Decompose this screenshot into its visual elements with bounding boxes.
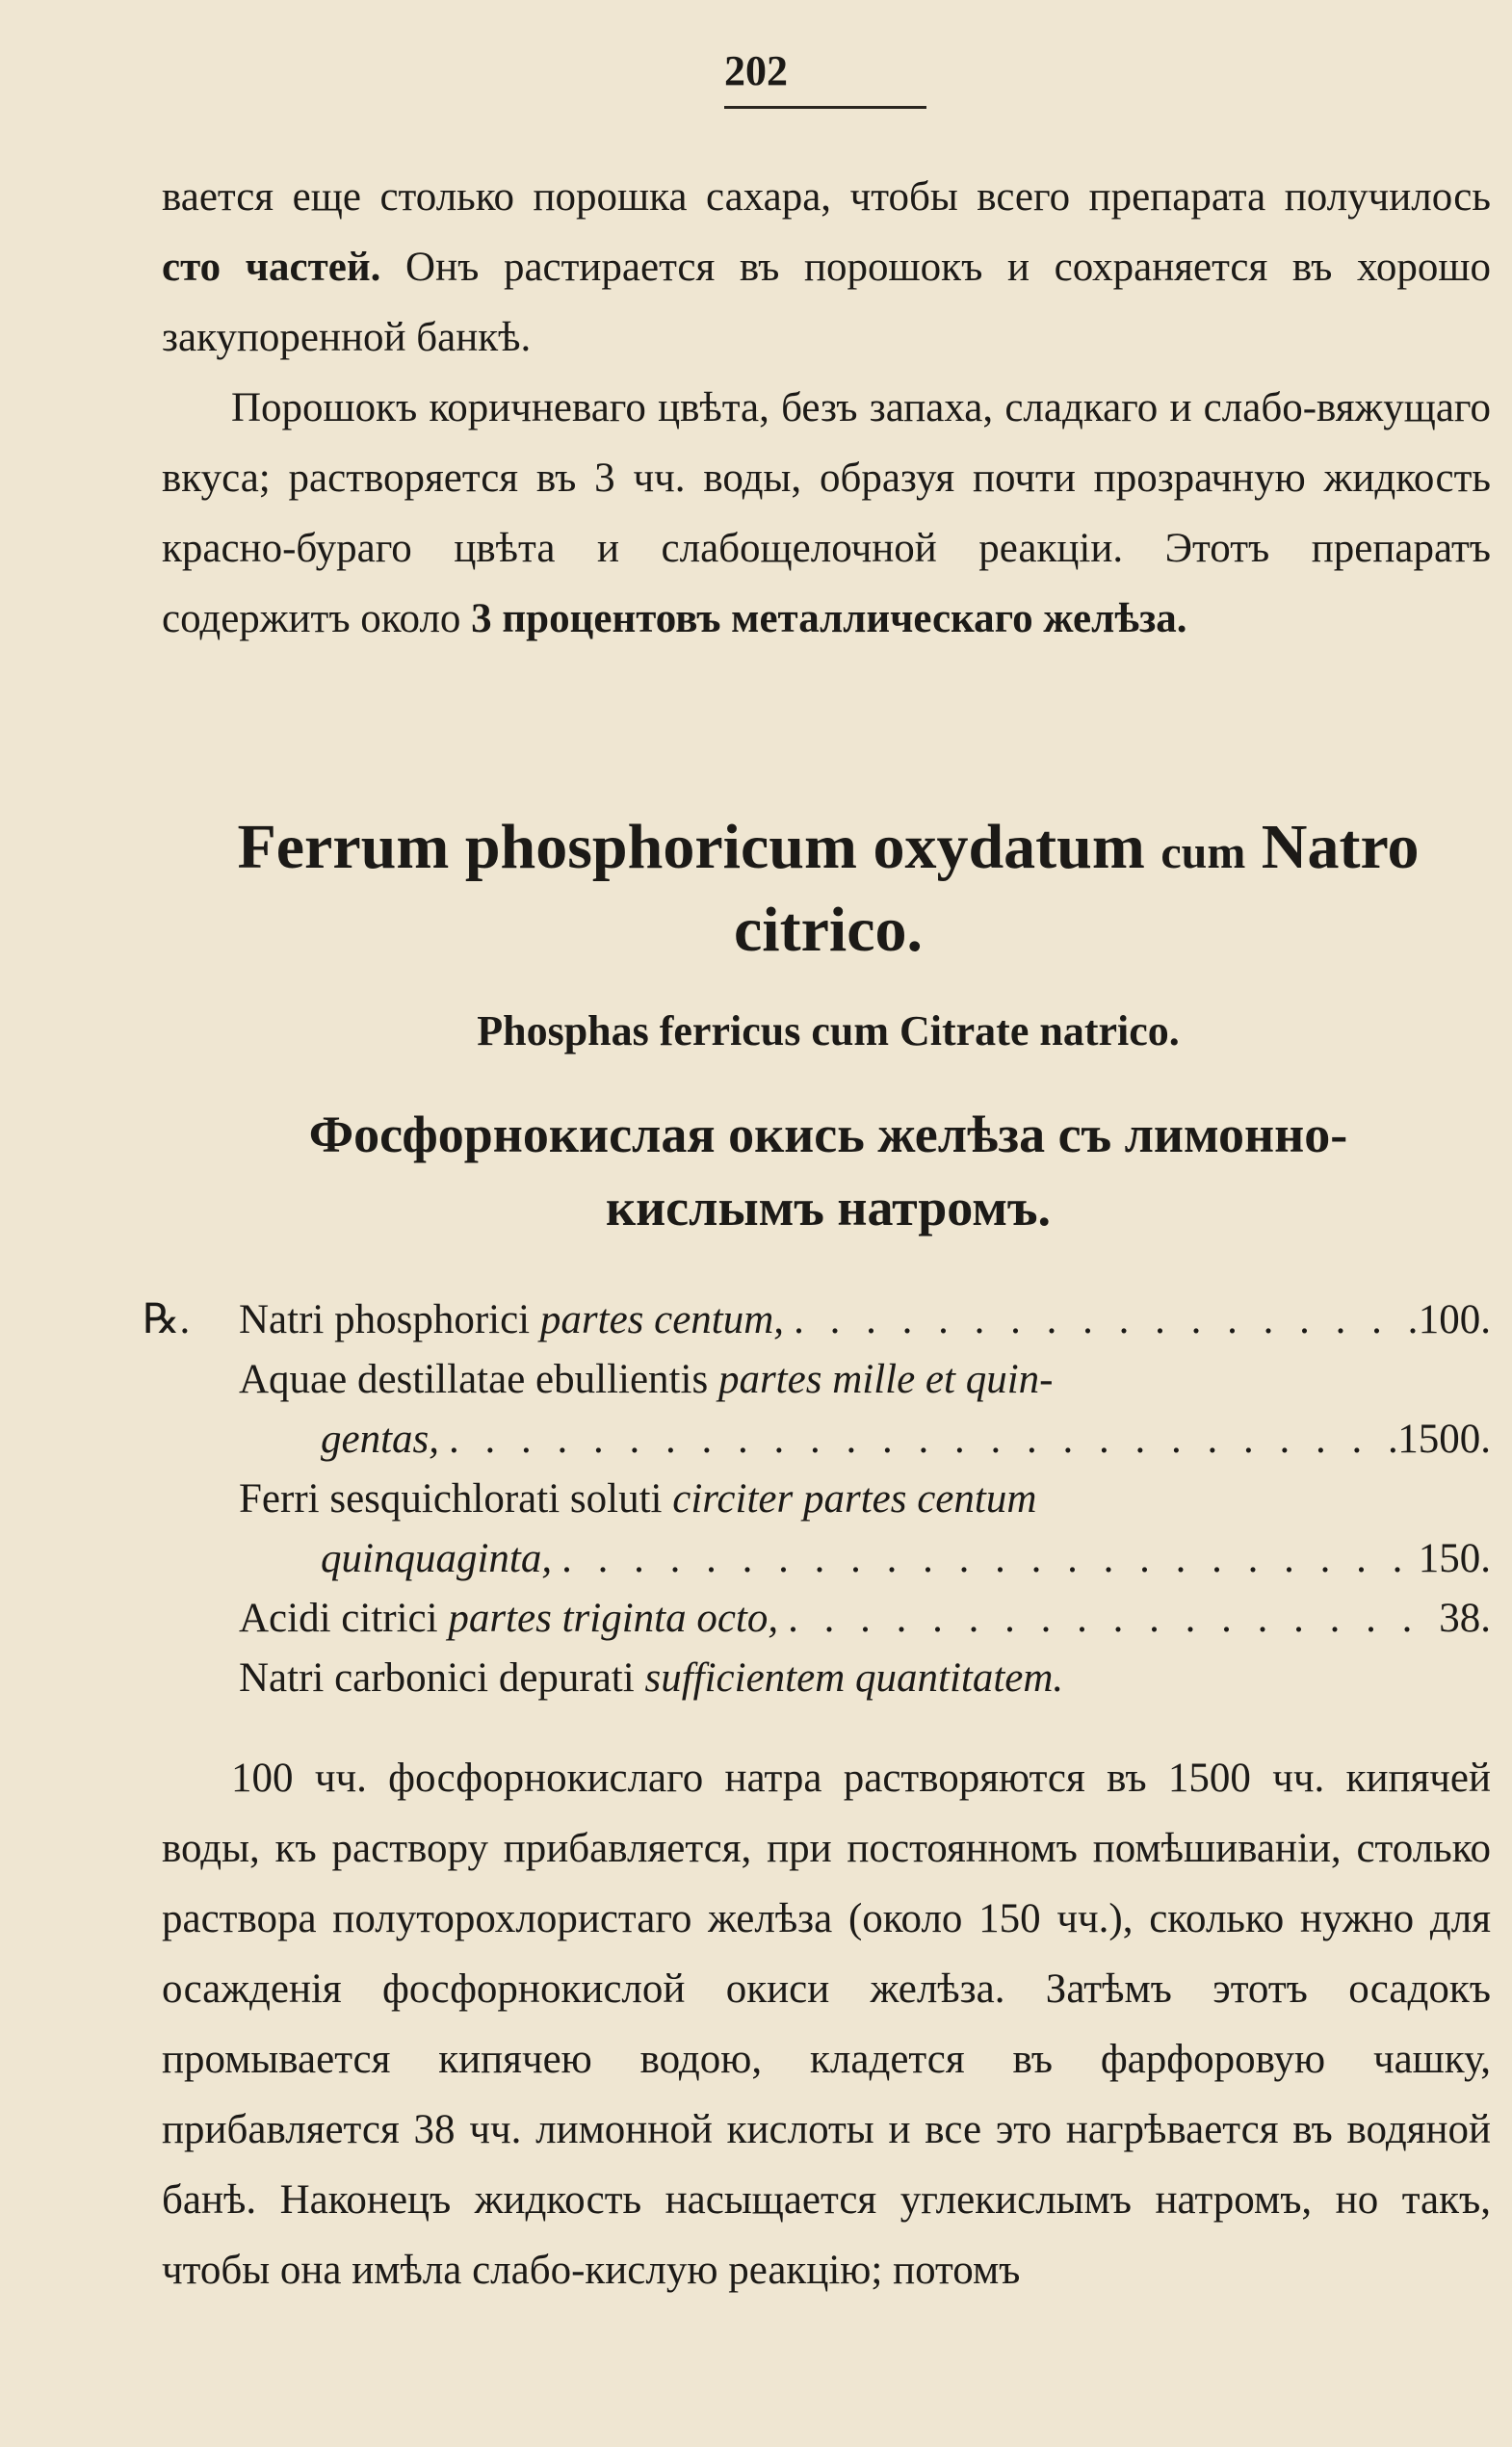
recipe-item-desc: [239, 1290, 784, 1350]
recipe-line: [143, 1529, 1491, 1589]
page-number-rule: [724, 106, 926, 109]
recipe-item-amount-cont: gentas,: [321, 1417, 440, 1462]
intro-p1-end: Онъ растирается въ порошокъ и сохраняется въ хорошо закупоренной банкѣ.: [162, 245, 1491, 360]
recipe-item-amount: partes centum,: [539, 1297, 785, 1342]
page-number: 202: [724, 47, 788, 94]
latin-title: [144, 809, 1512, 969]
recipe-item-amount: circiter partes centum: [672, 1476, 1037, 1522]
recipe-item-amount: partes mille et quin-: [717, 1357, 1054, 1402]
leader-dots: [784, 1290, 1419, 1350]
recipe-item-desc: [239, 1350, 1053, 1410]
intro-p2-bold: 3 процентовъ металлическаго желѣза.: [471, 596, 1187, 641]
recipe-line: [143, 1290, 1491, 1350]
intro-text: [162, 162, 1491, 654]
intro-p1-bold: сто частей.: [162, 245, 381, 290]
recipe-symbol: ℞.: [143, 1297, 191, 1342]
russian-title-line1: Фосфорнокислая окись желѣза съ лимонно-: [308, 1106, 1348, 1163]
recipe-item-name: Natri carbonici depurati: [239, 1655, 635, 1701]
recipe-line: [143, 1649, 1491, 1708]
recipe-list: [143, 1290, 1491, 1708]
recipe-item-amount-cont: quinquaginta,: [321, 1536, 553, 1581]
recipe-item-qty: 38.: [1439, 1596, 1491, 1641]
method-paragraph: 100 чч. фосфорнокислаго натра растворяются въ 1500 чч. кипячей воды, къ раствору прибавляется, при постоянномъ помѣшиваніи, столько раствора полуторохлористаго желѣза (около 150 чч.), сколько нужно для осажденія фосфорнокислой окиси желѣза. Затѣмъ этотъ осадокъ промывается кипячею водою, кладется въ фарфоровую чашку, прибавляется 38 чч. лимонной кислоты и все это нагрѣвается въ водяной банѣ. Наконецъ жидкость насыщается углекислымъ натромъ, но такъ, чтобы она имѣла слабо-кислую реакцію; потомъ: [162, 1756, 1491, 2293]
recipe-item-name: Natri phosphorici: [239, 1297, 531, 1342]
russian-title-line2: кислымъ натромъ.: [605, 1179, 1052, 1237]
recipe-line: [143, 1470, 1491, 1529]
latin-title-line2: citrico.: [733, 895, 924, 965]
recipe-line: [143, 1589, 1491, 1649]
recipe-item-qty: 150.: [1418, 1536, 1491, 1581]
latin-title-natro: Natro: [1261, 812, 1420, 882]
method-text: [162, 1743, 1491, 2305]
recipe-item-amount: partes triginta octo,: [448, 1596, 779, 1641]
russian-title: [144, 1098, 1512, 1244]
recipe-item-name: Ferri sesquichlorati soluti: [239, 1476, 663, 1522]
recipe-item-qty: 100.: [1418, 1297, 1491, 1342]
leader-dots: [778, 1589, 1439, 1649]
intro-paragraph-1: [162, 162, 1491, 373]
recipe-item-desc: [239, 1649, 1063, 1708]
intro-p2-start: Порошокъ коричневаго цвѣта, безъ запаха, сладкаго и слабо-вяжущаго вкуса; растворяется въ 3 чч. воды, образуя почти прозрачную жидкость красно-бураго цвѣта и слабощелочной реакціи. Этотъ препаратъ содержитъ около: [162, 385, 1491, 641]
recipe-line: [143, 1350, 1491, 1410]
latin-title-cum: cum: [1160, 827, 1246, 878]
recipe-item-name: Acidi citrici: [239, 1596, 438, 1641]
recipe-item-desc: [239, 1470, 1036, 1529]
recipe-item-desc: [321, 1410, 439, 1470]
recipe-item-qty: 1500.: [1397, 1417, 1491, 1462]
recipe-item-name: Aquae destillatae ebullientis: [239, 1357, 709, 1402]
recipe-item-amount: sufficientem quantitatem.: [644, 1655, 1064, 1701]
leader-dots: [552, 1529, 1419, 1589]
latin-synonym: Phosphas ferricus cum Citrate natrico.: [477, 1007, 1180, 1054]
intro-paragraph-2: [162, 373, 1491, 654]
leader-dots: [439, 1410, 1397, 1470]
recipe-item-desc: [321, 1529, 552, 1589]
intro-p1-start: вается еще столько порошка сахара, чтобы всего препарата получилось: [162, 174, 1491, 220]
recipe-item-desc: [239, 1589, 778, 1649]
recipe-line: [143, 1410, 1491, 1470]
latin-title-main: Ferrum phosphoricum oxydatum: [237, 812, 1145, 882]
